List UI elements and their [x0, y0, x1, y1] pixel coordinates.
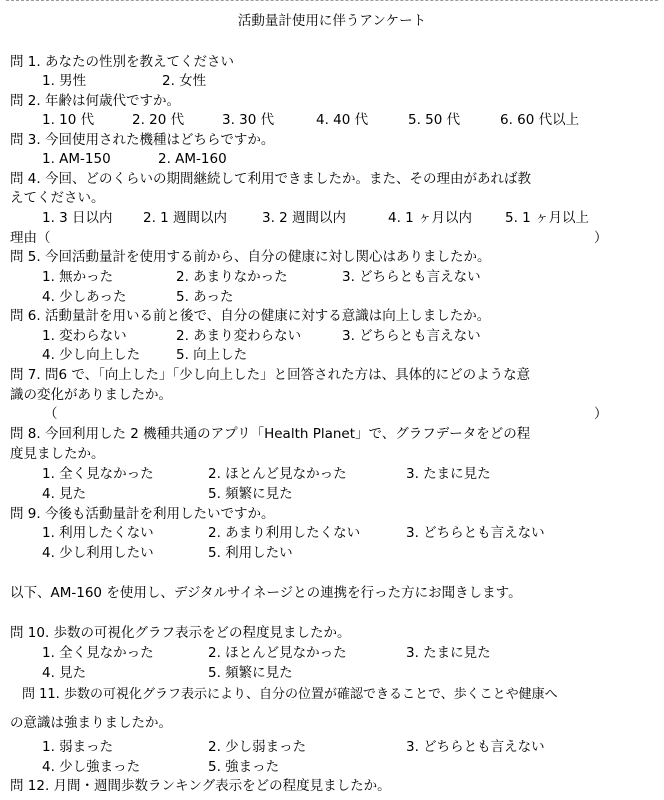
q11-option-4[interactable]: 4. 少し強まった	[42, 759, 141, 775]
q4-option-3[interactable]: 3. 2 週間以内	[262, 210, 347, 226]
q2-option-6[interactable]: 6. 60 代以上	[500, 112, 580, 128]
q8-option-1[interactable]: 1. 全く見なかった	[42, 466, 154, 482]
q1-option-2[interactable]: 2. 女性	[162, 73, 207, 89]
q9-option-4[interactable]: 4. 少し利用したい	[42, 545, 154, 561]
q5-option-4[interactable]: 4. 少しあった	[42, 289, 127, 305]
q4-reason-close: ）	[594, 230, 608, 246]
q10-option-5[interactable]: 5. 頻繁に見た	[208, 665, 293, 681]
q10-option-1[interactable]: 1. 全く見なかった	[42, 645, 154, 661]
q11-option-1[interactable]: 1. 弱まった	[42, 739, 114, 755]
q10-option-2[interactable]: 2. ほとんど見なかった	[208, 645, 347, 661]
q4-option-1[interactable]: 1. 3 日以内	[42, 210, 113, 226]
q2-option-4[interactable]: 4. 40 代	[316, 112, 369, 128]
top-dashed-rule	[6, 0, 658, 1]
q7-text-line1: 問 7. 問6 で、「向上した」「少し向上した」と回答された方は、具体的にどのような意	[10, 367, 531, 383]
q4-reason-label: 理由（	[10, 230, 51, 246]
q7-answer-close: ）	[594, 406, 608, 422]
q8-option-5[interactable]: 5. 頻繁に見た	[208, 486, 293, 502]
q2-option-5[interactable]: 5. 50 代	[408, 112, 461, 128]
q10-text: 問 10. 歩数の可視化グラフ表示をどの程度見ましたか。	[10, 625, 351, 641]
q12-text: 問 12. 月間・週間歩数ランキング表示をどの程度見ましたか。	[10, 778, 391, 794]
q6-option-3[interactable]: 3. どちらとも言えない	[342, 328, 481, 344]
q3-option-1[interactable]: 1. AM-150	[42, 151, 111, 167]
q4-option-4[interactable]: 4. 1 ヶ月以内	[388, 210, 473, 226]
q4-option-2[interactable]: 2. 1 週間以内	[143, 210, 228, 226]
q9-option-3[interactable]: 3. どちらとも言えない	[406, 525, 545, 541]
q4-option-5[interactable]: 5. 1 ヶ月以上	[505, 210, 590, 226]
q5-option-5[interactable]: 5. あった	[176, 289, 234, 305]
q6-option-5[interactable]: 5. 向上した	[176, 347, 248, 363]
q3-option-2[interactable]: 2. AM-160	[158, 151, 227, 167]
q6-option-2[interactable]: 2. あまり変わらない	[176, 328, 302, 344]
q7-text-line2: 識の変化がありましたか。	[10, 387, 172, 403]
q6-option-4[interactable]: 4. 少し向上した	[42, 347, 141, 363]
q2-option-3[interactable]: 3. 30 代	[222, 112, 275, 128]
q8-text-line2: 度見ましたか。	[10, 446, 105, 462]
q5-option-3[interactable]: 3. どちらとも言えない	[342, 269, 481, 285]
q11-option-3[interactable]: 3. どちらとも言えない	[406, 739, 545, 755]
q1-text: 問 1. あなたの性別を教えてください	[10, 54, 234, 70]
q5-option-2[interactable]: 2. あまりなかった	[176, 269, 288, 285]
q11-option-2[interactable]: 2. 少し弱まった	[208, 739, 307, 755]
q9-option-1[interactable]: 1. 利用したくない	[42, 525, 154, 541]
q8-option-4[interactable]: 4. 見た	[42, 486, 87, 502]
q2-option-2[interactable]: 2. 20 代	[132, 112, 185, 128]
q3-text: 問 3. 今回使用された機種はどちらですか。	[10, 132, 275, 148]
q11-text-line1: 問 11. 歩数の可視化グラフ表示により、自分の位置が確認できることで、歩くことや健康へ	[22, 687, 558, 702]
q4-text-line2: えてください。	[10, 190, 105, 206]
q6-option-1[interactable]: 1. 変わらない	[42, 328, 127, 344]
q6-text: 問 6. 活動量計を用いる前と後で、自分の健康に対する意識は向上しましたか。	[10, 308, 491, 324]
page-title: 活動量計使用に伴うアンケート	[237, 13, 427, 29]
q11-option-5[interactable]: 5. 強まった	[208, 759, 280, 775]
q9-text: 問 9. 今後も活動量計を利用したいですか。	[10, 506, 275, 522]
q9-option-2[interactable]: 2. あまり利用したくない	[208, 525, 361, 541]
q8-text-line1: 問 8. 今回利用した 2 機種共通のアプリ「Health Planet」で、グラフデータをどの程	[10, 426, 531, 442]
q7-answer-open: （	[44, 406, 58, 422]
q5-text: 問 5. 今回活動量計を使用する前から、自分の健康に対し関心はありましたか。	[10, 249, 491, 265]
q2-option-1[interactable]: 1. 10 代	[42, 112, 95, 128]
q10-option-3[interactable]: 3. たまに見た	[406, 645, 491, 661]
q11-text-line2: の意識は強まりましたか。	[10, 715, 172, 731]
q9-option-5[interactable]: 5. 利用したい	[208, 545, 293, 561]
section-note: 以下、AM-160 を使用し、デジタルサイネージとの連携を行った方にお聞きします。	[10, 585, 522, 601]
q4-text-line1: 問 4. 今回、どのくらいの期間継続して利用できましたか。また、その理由があれば教	[10, 171, 531, 187]
q8-option-2[interactable]: 2. ほとんど見なかった	[208, 466, 347, 482]
q5-option-1[interactable]: 1. 無かった	[42, 269, 114, 285]
q8-option-3[interactable]: 3. たまに見た	[406, 466, 491, 482]
q2-text: 問 2. 年齢は何歳代ですか。	[10, 93, 180, 109]
q1-option-1[interactable]: 1. 男性	[42, 73, 87, 89]
q10-option-4[interactable]: 4. 見た	[42, 665, 87, 681]
